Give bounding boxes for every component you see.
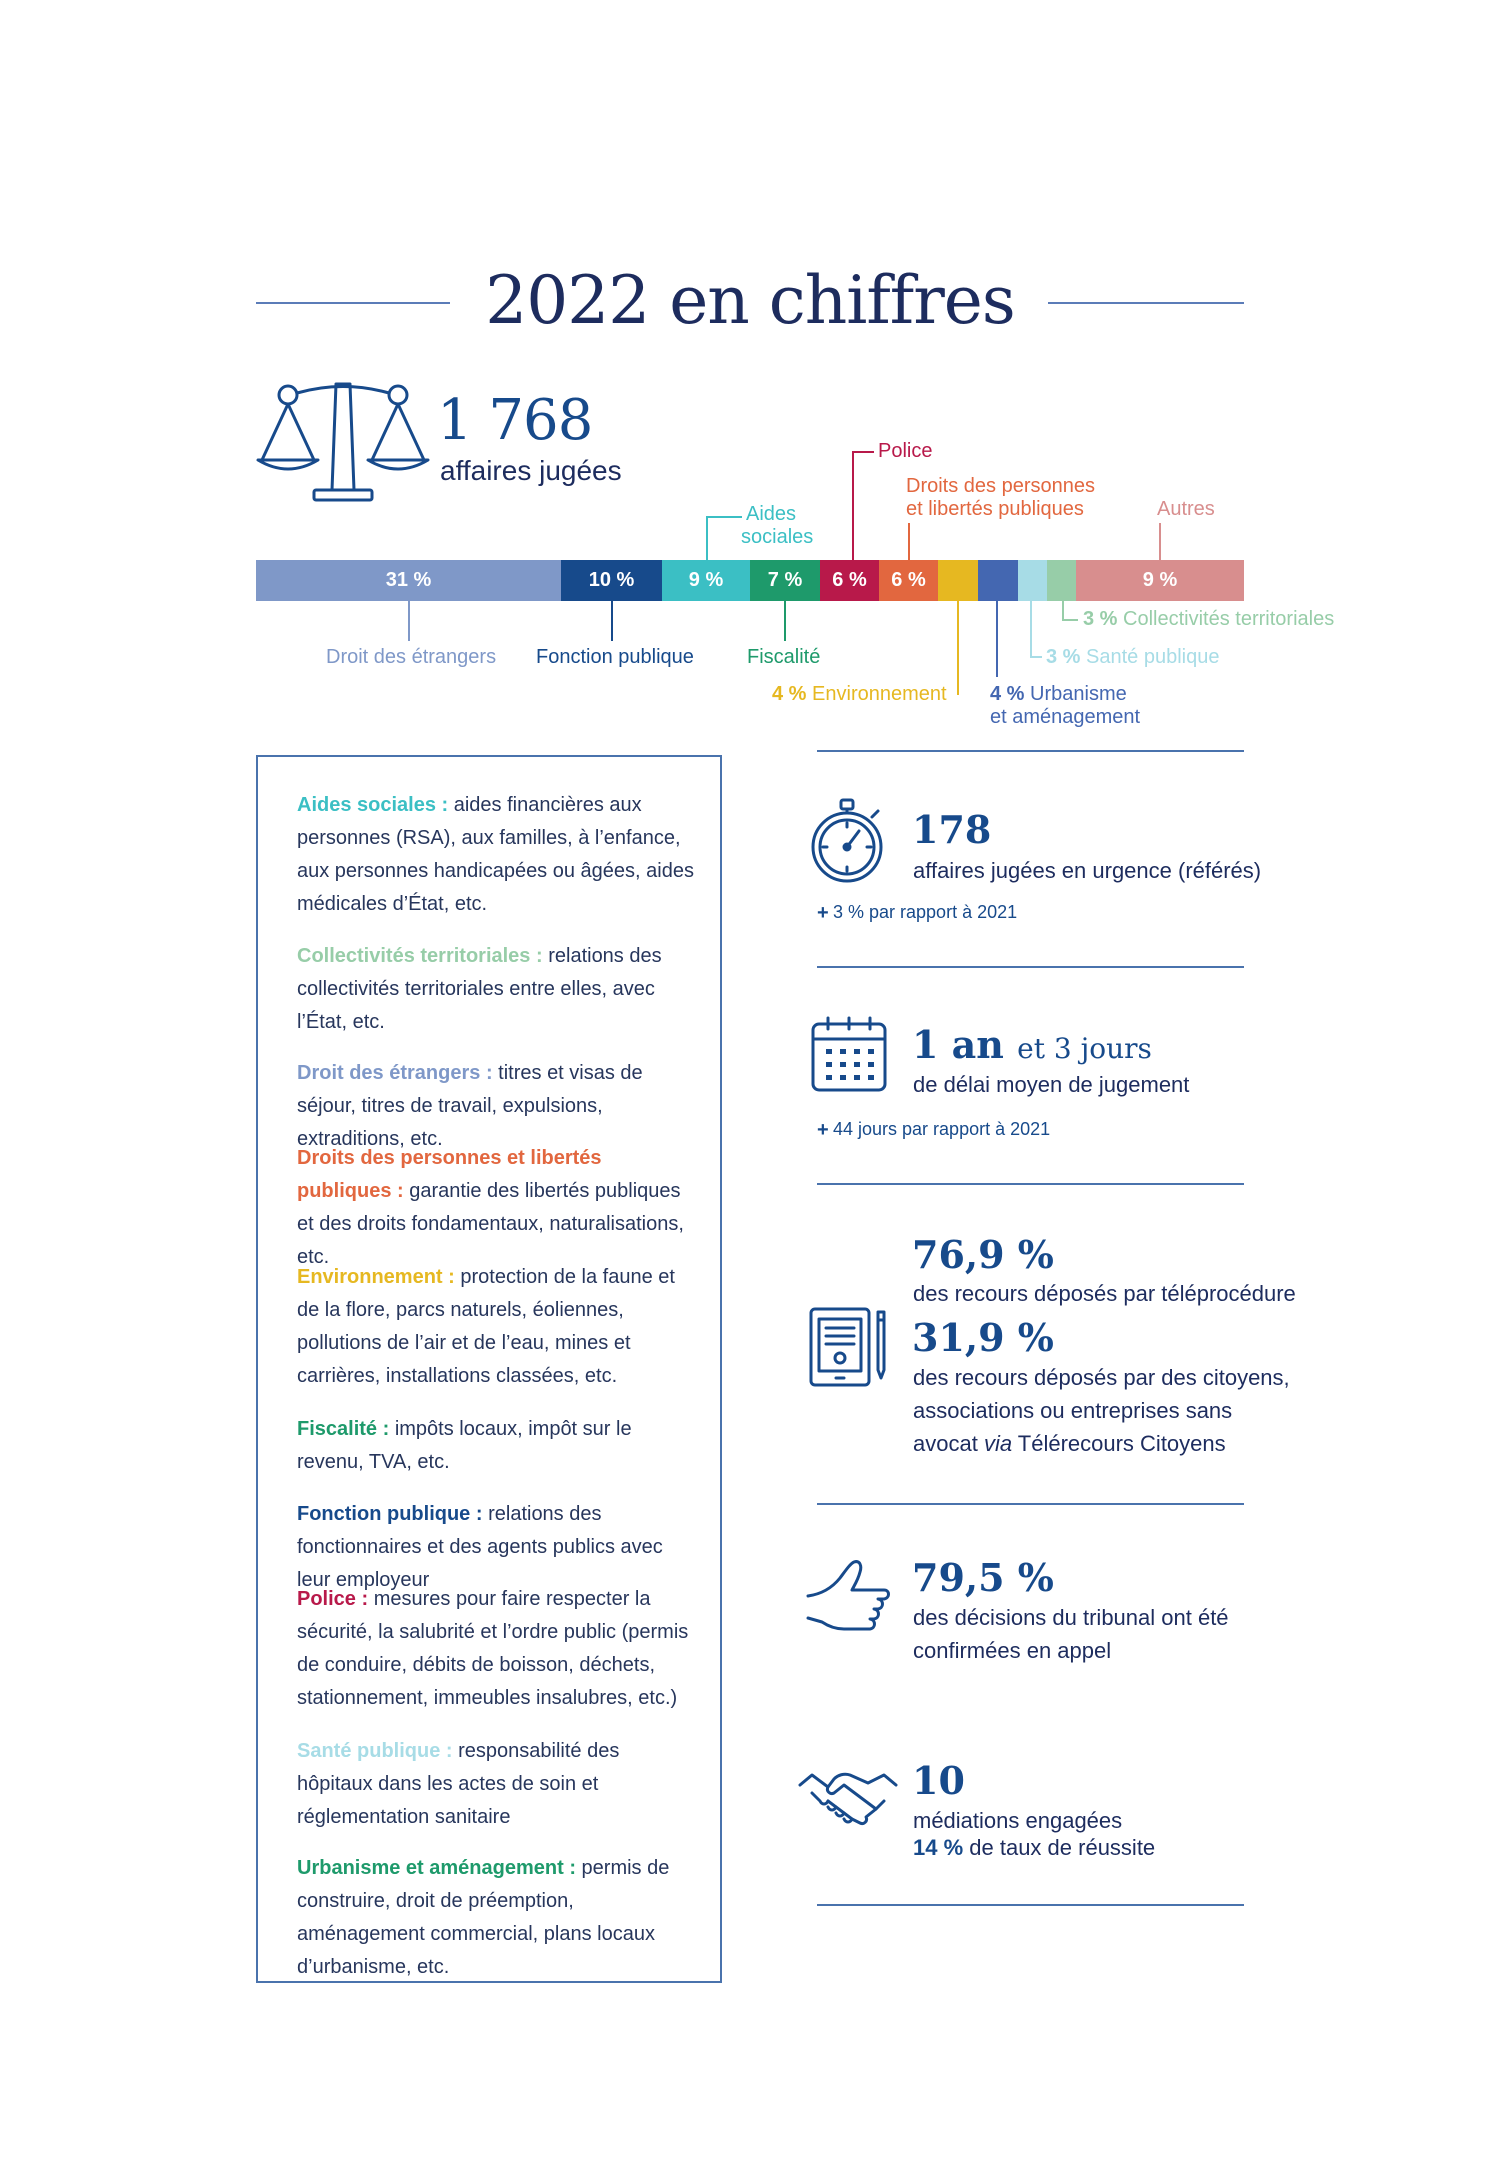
- delai-delta: 44 jours par rapport à 2021: [833, 1119, 1051, 1139]
- title-rule-right: [1048, 302, 1244, 304]
- label-sante-pct: 3 %: [1046, 646, 1081, 668]
- def-key: Fiscalité :: [297, 1418, 390, 1440]
- bar-seg-aides-sociales: 9 %: [662, 560, 750, 601]
- def-text: protection de la faune et de la flore, parcs naturels, éoliennes, pollutions de l’air et de l’eau, mines et carrières, installations classées, etc.: [297, 1266, 675, 1387]
- def-text: mesures pour faire respecter la sécurité, la salubrité et l’ordre public (permis de conduire, débits de boisson, déchets, stationnement, immeubles insalubres, etc.): [297, 1588, 689, 1709]
- leader-fiscalite: [784, 601, 786, 641]
- def-text: responsabilité des hôpitaux dans les actes de soin et réglementation sanitaire: [297, 1740, 620, 1828]
- label-collectivites-text: Collectivités territoriales: [1123, 608, 1335, 630]
- bar-seg-fiscalite: 7 %: [750, 560, 820, 601]
- label-droit-etrangers: Droit des étrangers: [326, 646, 497, 668]
- def-key: Urbanisme et aménagement :: [297, 1857, 576, 1879]
- label-droits-personnes-1: Droits des personnes: [906, 475, 1095, 497]
- total-value: 1 768: [437, 388, 593, 453]
- bar-seg-environnement: [938, 560, 978, 601]
- delai-plus-icon: +: [817, 1119, 829, 1141]
- stats-rule-2: [817, 966, 1244, 968]
- def-key: Collectivités territoriales :: [297, 945, 543, 967]
- citoyens-text-3c: Télérecours Citoyens: [1012, 1431, 1226, 1456]
- leader-autres: [1159, 523, 1161, 560]
- mediation-rate-text: de taux de réussite: [963, 1835, 1156, 1860]
- def-text: garantie des libertés publiques et des droits fondamentaux, naturalisations, etc.: [297, 1180, 684, 1268]
- bar-seg-fonction-publique: 10 %: [561, 560, 662, 601]
- label-aides-2: sociales: [741, 526, 814, 548]
- delai-value-main: 1 an: [912, 1022, 1004, 1067]
- urgence-value: 178: [912, 807, 992, 852]
- def-droits-personnes: [297, 1142, 697, 1274]
- delai-text: de délai moyen de jugement: [913, 1072, 1190, 1097]
- tablet-document-icon: [808, 1306, 888, 1388]
- appel-text-1: des décisions du tribunal ont été: [913, 1605, 1229, 1630]
- thumbs-up-icon: [804, 1558, 894, 1648]
- bar-seg-autres: 9 %: [1076, 560, 1244, 601]
- label-collectivites-pct: 3 %: [1083, 608, 1118, 630]
- label-collectivites: [1083, 608, 1334, 631]
- label-environnement: [772, 683, 947, 706]
- leader-sante-h: [1030, 656, 1042, 658]
- citoyens-text-3a: avocat: [913, 1431, 984, 1456]
- citoyens-value: 31,9 %: [912, 1315, 1054, 1360]
- citoyens-text-2: associations ou entreprises sans: [913, 1398, 1233, 1423]
- def-police: [297, 1583, 697, 1715]
- def-text: relations des fonctionnaires et des agents publics avec leur employeur: [297, 1503, 663, 1591]
- label-urbanisme-text: Urbanisme: [1030, 683, 1127, 705]
- leader-droit-etrangers: [408, 601, 410, 641]
- def-collectivites: [297, 940, 697, 1039]
- bar-seg-urbanisme: [978, 560, 1018, 601]
- stopwatch-icon: [806, 797, 892, 887]
- teleprocedure-text: des recours déposés par téléprocédure: [913, 1281, 1296, 1306]
- delai-value-suffix: et 3 jours: [1017, 1032, 1152, 1065]
- def-text: titres et visas de séjour, titres de travail, expulsions, extraditions, etc.: [297, 1062, 643, 1150]
- total-label: affaires jugées: [440, 455, 622, 486]
- def-text: relations des collectivités territoriales entre elles, avec l’État, etc.: [297, 945, 662, 1033]
- mediation-rate: [913, 1831, 1155, 1864]
- page-title: 2022 en chiffres: [485, 262, 1015, 339]
- leader-police-h: [852, 451, 874, 453]
- label-sante-text: Santé publique: [1086, 646, 1220, 668]
- appel-text-2: confirmées en appel: [913, 1638, 1112, 1663]
- def-aides-sociales: [297, 789, 697, 921]
- definitions-box: [256, 755, 722, 1983]
- def-sante-publique: [297, 1735, 697, 1834]
- label-aides-1: Aides: [746, 503, 797, 525]
- def-fiscalite: [297, 1413, 697, 1479]
- leader-aides-h: [706, 516, 742, 518]
- bar-seg-collectivites: [1047, 560, 1076, 601]
- bar-seg-droit-etrangers: 31 %: [256, 560, 561, 601]
- bar-seg-police: 6 %: [820, 560, 879, 601]
- def-key: Fonction publique :: [297, 1503, 483, 1525]
- citoyens-text-3: [913, 1427, 1226, 1460]
- def-text: impôts locaux, impôt sur le revenu, TVA, etc.: [297, 1418, 632, 1473]
- label-urbanisme-pct: 4 %: [990, 683, 1025, 705]
- def-text: aides financières aux personnes (RSA), aux familles, à l’enfance, aux personnes handicapées ou âgées, aides médicales d’État, etc.: [297, 794, 694, 915]
- def-key: Aides sociales :: [297, 794, 449, 816]
- label-environnement-pct: 4 %: [772, 683, 807, 705]
- urgence-delta: 3 % par rapport à 2021: [833, 902, 1018, 922]
- calendar-icon: [810, 1015, 888, 1093]
- label-sante: [1046, 646, 1219, 669]
- scales-icon: [256, 378, 431, 513]
- def-key: Environnement :: [297, 1266, 455, 1288]
- title-rule-left: [256, 302, 450, 304]
- leader-police-v: [852, 451, 854, 560]
- label-environnement-text: Environnement: [812, 683, 947, 705]
- def-environnement: [297, 1261, 697, 1393]
- teleprocedure-value: 76,9 %: [912, 1232, 1054, 1277]
- def-key: Droit des étrangers :: [297, 1062, 493, 1084]
- urgence-plus-icon: +: [817, 902, 829, 924]
- bar-seg-droits-personnes: 6 %: [879, 560, 938, 601]
- stats-rule-4: [817, 1503, 1244, 1505]
- stats-rule-3: [817, 1183, 1244, 1185]
- appel-value: 79,5 %: [912, 1555, 1054, 1600]
- label-police: Police: [878, 440, 933, 462]
- handshake-icon: [798, 1763, 898, 1835]
- leader-fonction-publique: [611, 601, 613, 641]
- def-key: Police :: [297, 1588, 369, 1610]
- mediation-rate-value: 14 %: [913, 1835, 964, 1860]
- stats-rule-1: [817, 750, 1244, 752]
- citoyens-text-1: des recours déposés par des citoyens,: [913, 1365, 1290, 1390]
- def-key: Droits des personnes et libertés publiques :: [297, 1147, 602, 1202]
- leader-sante-v: [1030, 601, 1032, 658]
- leader-collectivites-v: [1062, 601, 1064, 621]
- label-fiscalite: Fiscalité: [747, 646, 821, 668]
- leader-environnement: [957, 601, 959, 695]
- citoyens-text-3b: via: [983, 1431, 1013, 1456]
- label-autres: Autres: [1157, 498, 1215, 520]
- mediation-value: 10: [912, 1758, 965, 1803]
- def-urbanisme: [297, 1852, 697, 1984]
- label-droits-personnes-2: et libertés publiques: [906, 498, 1084, 520]
- leader-urbanisme: [996, 601, 998, 677]
- stats-rule-5: [817, 1904, 1244, 1906]
- urgence-text: affaires jugées en urgence (référés): [913, 858, 1262, 883]
- bar-seg-sante-publique: [1018, 560, 1047, 601]
- def-text: permis de construire, droit de préemption, aménagement commercial, plans locaux d’urbanisme, etc.: [297, 1857, 670, 1978]
- leader-droits-personnes: [908, 523, 910, 560]
- mediation-text: médiations engagées: [913, 1808, 1123, 1833]
- leader-collectivites-h: [1062, 619, 1078, 621]
- label-urbanisme-1: [990, 683, 1127, 706]
- label-fonction-publique: Fonction publique: [536, 646, 694, 668]
- label-urbanisme-2: et aménagement: [990, 706, 1141, 728]
- def-key: Santé publique :: [297, 1740, 453, 1762]
- delai-value: [912, 1022, 1152, 1067]
- leader-aides-v: [706, 516, 708, 560]
